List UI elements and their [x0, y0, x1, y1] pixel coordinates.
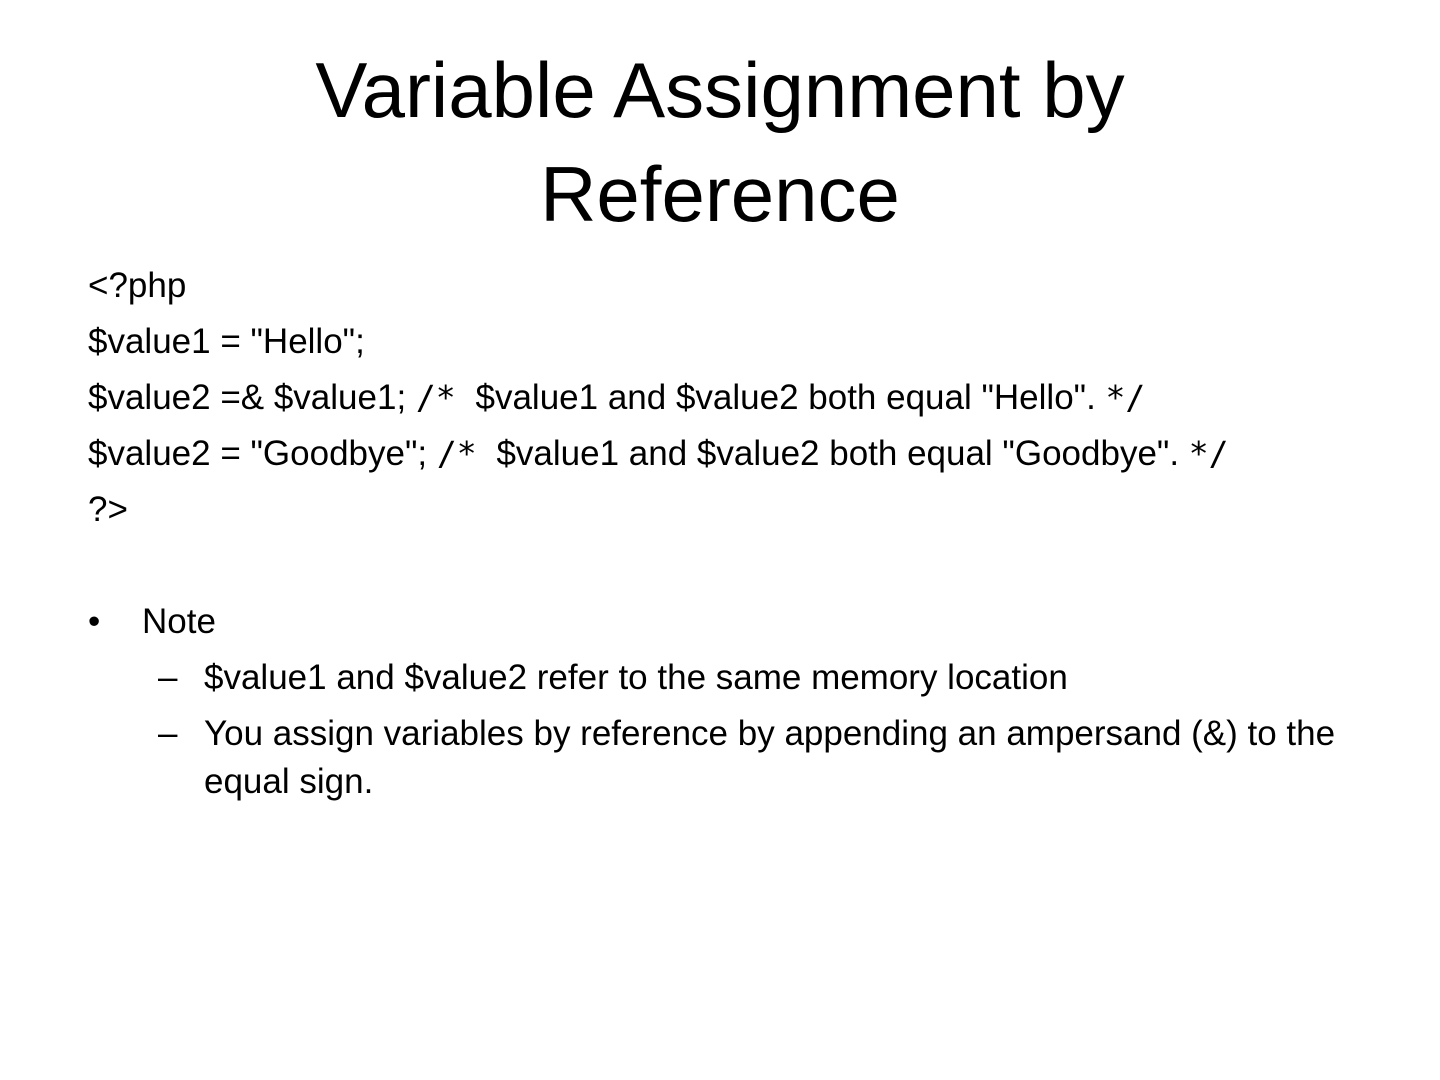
slide-title-line-2: Reference — [540, 150, 900, 238]
code-line-2 — [88, 374, 1358, 422]
dash-icon: – — [158, 714, 178, 753]
slide-title-line-1: Variable Assignment by — [315, 46, 1125, 134]
spacer — [88, 542, 1358, 598]
sub-bullet-list — [158, 654, 1358, 806]
code-line-2-comment-close: */ — [1105, 378, 1146, 417]
code-line-2-comment-open: /* — [415, 378, 476, 417]
bullet-dot-icon: • — [88, 602, 101, 641]
code-line-1: $value1 = "Hello"; — [88, 322, 365, 361]
slide-body — [88, 262, 1358, 814]
sub-bullet-text: $value1 and $value2 refer to the same memory location — [204, 658, 1068, 697]
bullet-item — [88, 598, 1358, 646]
dash-icon: – — [158, 658, 178, 697]
code-open-tag: <?php — [88, 266, 187, 305]
code-line-2-comment-text: $value1 and $value2 both equal "Hello". — [475, 378, 1106, 417]
slide-title — [0, 38, 1440, 246]
sub-bullet-item — [158, 654, 1358, 702]
code-close-tag: ?> — [88, 490, 128, 529]
code-line-3 — [88, 430, 1358, 478]
sub-bullet-text: You assign variables by reference by appending an ampersand (&) to the equal sign. — [204, 714, 1336, 801]
code-line-3-comment-close: */ — [1188, 434, 1229, 473]
code-line-3-comment-text: $value1 and $value2 both equal "Goodbye". — [496, 434, 1189, 473]
sub-bullet-item — [158, 710, 1358, 806]
code-line-2-statement: $value2 =& $value1; — [88, 378, 416, 417]
code-line-3-statement: $value2 = "Goodbye"; — [88, 434, 437, 473]
code-line-3-comment-open: /* — [436, 434, 497, 473]
bullet-text: Note — [142, 602, 216, 641]
